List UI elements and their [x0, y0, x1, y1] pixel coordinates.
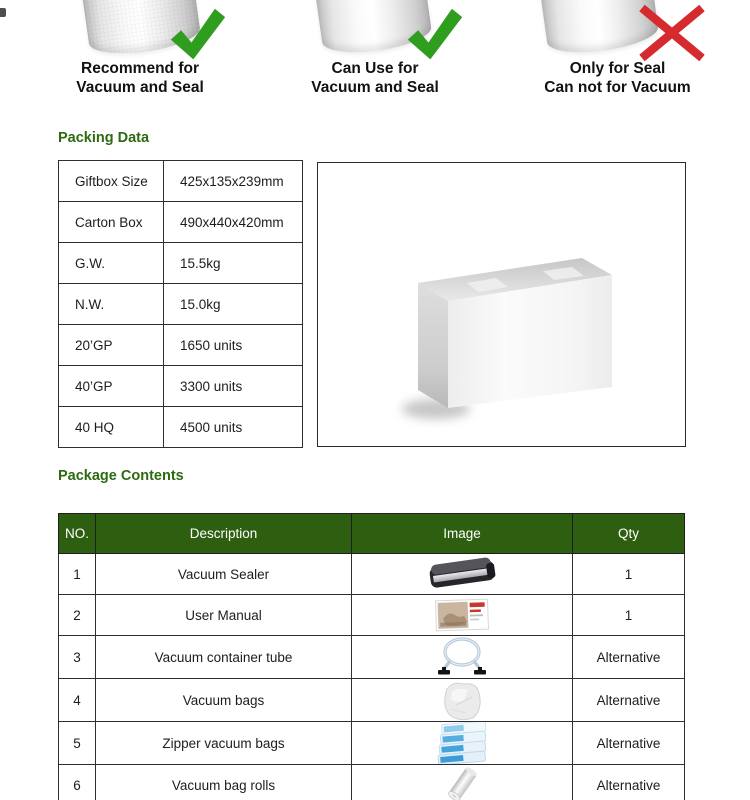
- packing-value: 15.5kg: [164, 243, 303, 284]
- item-qty: Alternative: [573, 636, 685, 679]
- item-image-cell: [352, 554, 573, 595]
- packing-label: 40’GP: [59, 366, 164, 407]
- item-description: Vacuum bag rolls: [96, 765, 352, 800]
- row-number: 5: [59, 722, 96, 765]
- column-header-no: NO.: [59, 514, 96, 554]
- item-image-cell: [352, 679, 573, 722]
- item-description: Vacuum container tube: [96, 636, 352, 679]
- column-header-qty: Qty: [573, 514, 685, 554]
- table-row: [59, 161, 303, 202]
- row-number: 3: [59, 636, 96, 679]
- packing-value: 1650 units: [164, 325, 303, 366]
- bag-roll-image: [437, 767, 487, 800]
- packing-label: 40 HQ: [59, 407, 164, 448]
- item-description: User Manual: [96, 595, 352, 636]
- packing-value: 3300 units: [164, 366, 303, 407]
- package-contents-table: [58, 513, 685, 800]
- packing-label: G.W.: [59, 243, 164, 284]
- table-row: [59, 325, 303, 366]
- usage-label-2: [265, 59, 485, 97]
- carton-box-image: [318, 163, 685, 446]
- item-image-cell: [352, 722, 573, 765]
- item-description: Vacuum bags: [96, 679, 352, 722]
- usage-label-3-line1: Only for Seal: [569, 60, 666, 77]
- usage-label-2-line1: Can Use for: [331, 60, 419, 77]
- row-number: 2: [59, 595, 96, 636]
- table-row: [59, 554, 685, 595]
- vacuum-bag-image: [438, 679, 486, 721]
- table-row: [59, 202, 303, 243]
- usage-label-1: [30, 59, 250, 97]
- row-number: 1: [59, 554, 96, 595]
- table-row: [59, 679, 685, 722]
- item-image-cell: [352, 595, 573, 636]
- item-qty: 1: [573, 595, 685, 636]
- screen-edge-artifact: [0, 8, 6, 17]
- table-row: [59, 407, 303, 448]
- usage-label-3-line2: Can not for Vacuum: [544, 79, 691, 96]
- packing-label: N.W.: [59, 284, 164, 325]
- check-icon: [168, 5, 228, 63]
- packing-label: 20’GP: [59, 325, 164, 366]
- zipper-bags-image: [433, 722, 491, 764]
- usage-label-2-line2: Vacuum and Seal: [311, 79, 439, 96]
- item-qty: Alternative: [573, 679, 685, 722]
- carton-box-photo-frame: [317, 162, 686, 447]
- packing-value: 15.0kg: [164, 284, 303, 325]
- item-description: Vacuum Sealer: [96, 554, 352, 595]
- table-row: [59, 595, 685, 636]
- usage-label-3: [495, 59, 740, 97]
- usage-label-1-line1: Recommend for: [81, 60, 199, 77]
- table-row: [59, 765, 685, 800]
- column-header-image: Image: [352, 514, 573, 554]
- packing-value: 4500 units: [164, 407, 303, 448]
- table-header-row: [59, 514, 685, 554]
- vacuum-sealer-image: [423, 555, 501, 593]
- item-qty: Alternative: [573, 765, 685, 800]
- item-image-cell: [352, 765, 573, 800]
- item-qty: Alternative: [573, 722, 685, 765]
- table-row: [59, 636, 685, 679]
- table-row: [59, 243, 303, 284]
- item-image-cell: [352, 636, 573, 679]
- table-row: [59, 366, 303, 407]
- user-manual-image: [433, 596, 491, 634]
- usage-label-1-line2: Vacuum and Seal: [76, 79, 204, 96]
- packing-value: 425x135x239mm: [164, 161, 303, 202]
- column-header-description: Description: [96, 514, 352, 554]
- packing-label: Giftbox Size: [59, 161, 164, 202]
- container-tube-image: [433, 636, 491, 678]
- table-row: [59, 722, 685, 765]
- packing-label: Carton Box: [59, 202, 164, 243]
- table-row: [59, 284, 303, 325]
- cross-icon: [634, 2, 710, 64]
- packing-data-heading: Packing Data: [58, 130, 150, 146]
- package-contents-heading: Package Contents: [58, 468, 184, 484]
- packing-value: 490x440x420mm: [164, 202, 303, 243]
- item-qty: 1: [573, 554, 685, 595]
- check-icon: [405, 5, 465, 63]
- item-description: Zipper vacuum bags: [96, 722, 352, 765]
- row-number: 4: [59, 679, 96, 722]
- row-number: 6: [59, 765, 96, 800]
- packing-table: [58, 160, 303, 448]
